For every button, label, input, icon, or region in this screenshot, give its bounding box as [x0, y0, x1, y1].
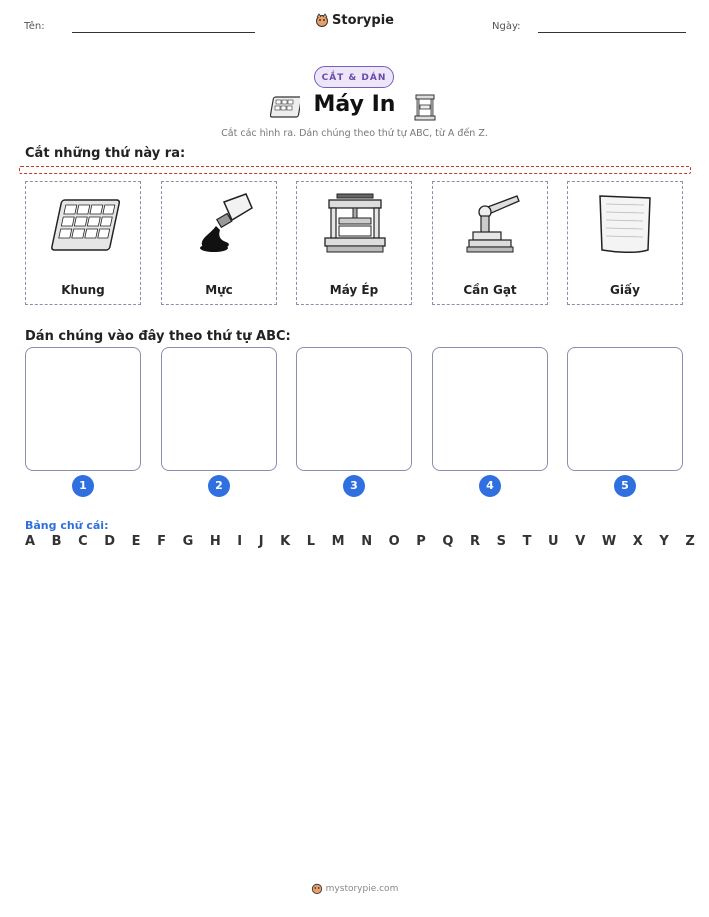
- alphabet-letter: K: [280, 534, 291, 549]
- alphabet-letter: Y: [659, 534, 669, 549]
- paste-slot-1[interactable]: [25, 347, 141, 471]
- lever-icon: [451, 190, 531, 260]
- activity-badge: CẮT & DÁN: [314, 66, 394, 88]
- card-label: Giấy: [610, 283, 640, 297]
- storypie-logo-icon: [311, 882, 323, 897]
- alphabet-letter: Q: [442, 534, 454, 549]
- paste-section-title: Dán chúng vào đây theo thứ tự ABC:: [25, 329, 291, 344]
- alphabet-letter: F: [157, 534, 166, 549]
- type-frame-icon: [44, 190, 124, 260]
- slot-number-4: 4: [479, 475, 501, 497]
- date-line[interactable]: [538, 32, 686, 33]
- alphabet-letter: O: [388, 534, 400, 549]
- footer: [0, 882, 709, 897]
- alphabet-letter: L: [306, 534, 316, 549]
- page-title: Máy In: [313, 92, 396, 117]
- paste-slot-5[interactable]: [567, 347, 683, 471]
- alphabet-letter: E: [131, 534, 141, 549]
- alphabet-letter: C: [78, 534, 88, 549]
- alphabet-letter: G: [182, 534, 194, 549]
- brand-name: Storypie: [332, 13, 394, 28]
- card-label: Khung: [61, 283, 105, 297]
- alphabet-letter: S: [496, 534, 507, 549]
- paste-slot-3[interactable]: [296, 347, 412, 471]
- brand: [0, 13, 709, 31]
- cut-card-may-ep[interactable]: [296, 181, 412, 305]
- alphabet-letter: D: [104, 534, 116, 549]
- press-icon: [413, 93, 437, 125]
- cut-card-khung[interactable]: [25, 181, 141, 305]
- cut-section-title: Cắt những thứ này ra:: [25, 146, 186, 161]
- name-label: Tên:: [24, 21, 45, 32]
- slot-number-2: 2: [208, 475, 230, 497]
- alphabet-letter: J: [258, 534, 264, 549]
- press-icon: [315, 190, 395, 260]
- alphabet-letter: T: [522, 534, 532, 549]
- footer-url[interactable]: mystorypie.com: [325, 884, 399, 894]
- alphabet-letter: H: [209, 534, 221, 549]
- alphabet-letter: Z: [685, 534, 695, 549]
- alphabet-letter: N: [361, 534, 373, 549]
- ink-tube-icon: [180, 190, 260, 260]
- card-label: Mực: [205, 283, 233, 297]
- alphabet-letter: R: [470, 534, 481, 549]
- cut-card-can-gat[interactable]: [432, 181, 548, 305]
- alphabet-letter: M: [331, 534, 345, 549]
- date-label: Ngày:: [492, 21, 521, 32]
- alphabet-letter: B: [51, 534, 62, 549]
- alphabet-letter: U: [548, 534, 559, 549]
- instructions: Cắt các hình ra. Dán chúng theo thứ tự ABC, từ A đến Z.: [221, 128, 488, 139]
- alphabet-letter: X: [632, 534, 643, 549]
- slot-number-1: 1: [72, 475, 94, 497]
- cut-card-giay[interactable]: [567, 181, 683, 305]
- paper-icon: [586, 190, 666, 260]
- name-line[interactable]: [72, 32, 255, 33]
- slot-number-5: 5: [614, 475, 636, 497]
- alphabet-letter: I: [237, 534, 243, 549]
- cut-card-muc[interactable]: [161, 181, 277, 305]
- alphabet-letter: W: [601, 534, 617, 549]
- slot-number-3: 3: [343, 475, 365, 497]
- card-label: Máy Ép: [329, 283, 379, 297]
- alphabet-row: [25, 534, 695, 549]
- alphabet-letter: P: [416, 534, 426, 549]
- alphabet-title: Bảng chữ cái:: [25, 519, 109, 532]
- alphabet-letter: A: [25, 534, 36, 549]
- card-label: Cần Gạt: [463, 283, 517, 297]
- paste-slot-4[interactable]: [432, 347, 548, 471]
- alphabet-letter: V: [575, 534, 586, 549]
- paste-slot-2[interactable]: [161, 347, 277, 471]
- cut-guide-line: [19, 166, 691, 174]
- storypie-logo-icon: [315, 13, 329, 31]
